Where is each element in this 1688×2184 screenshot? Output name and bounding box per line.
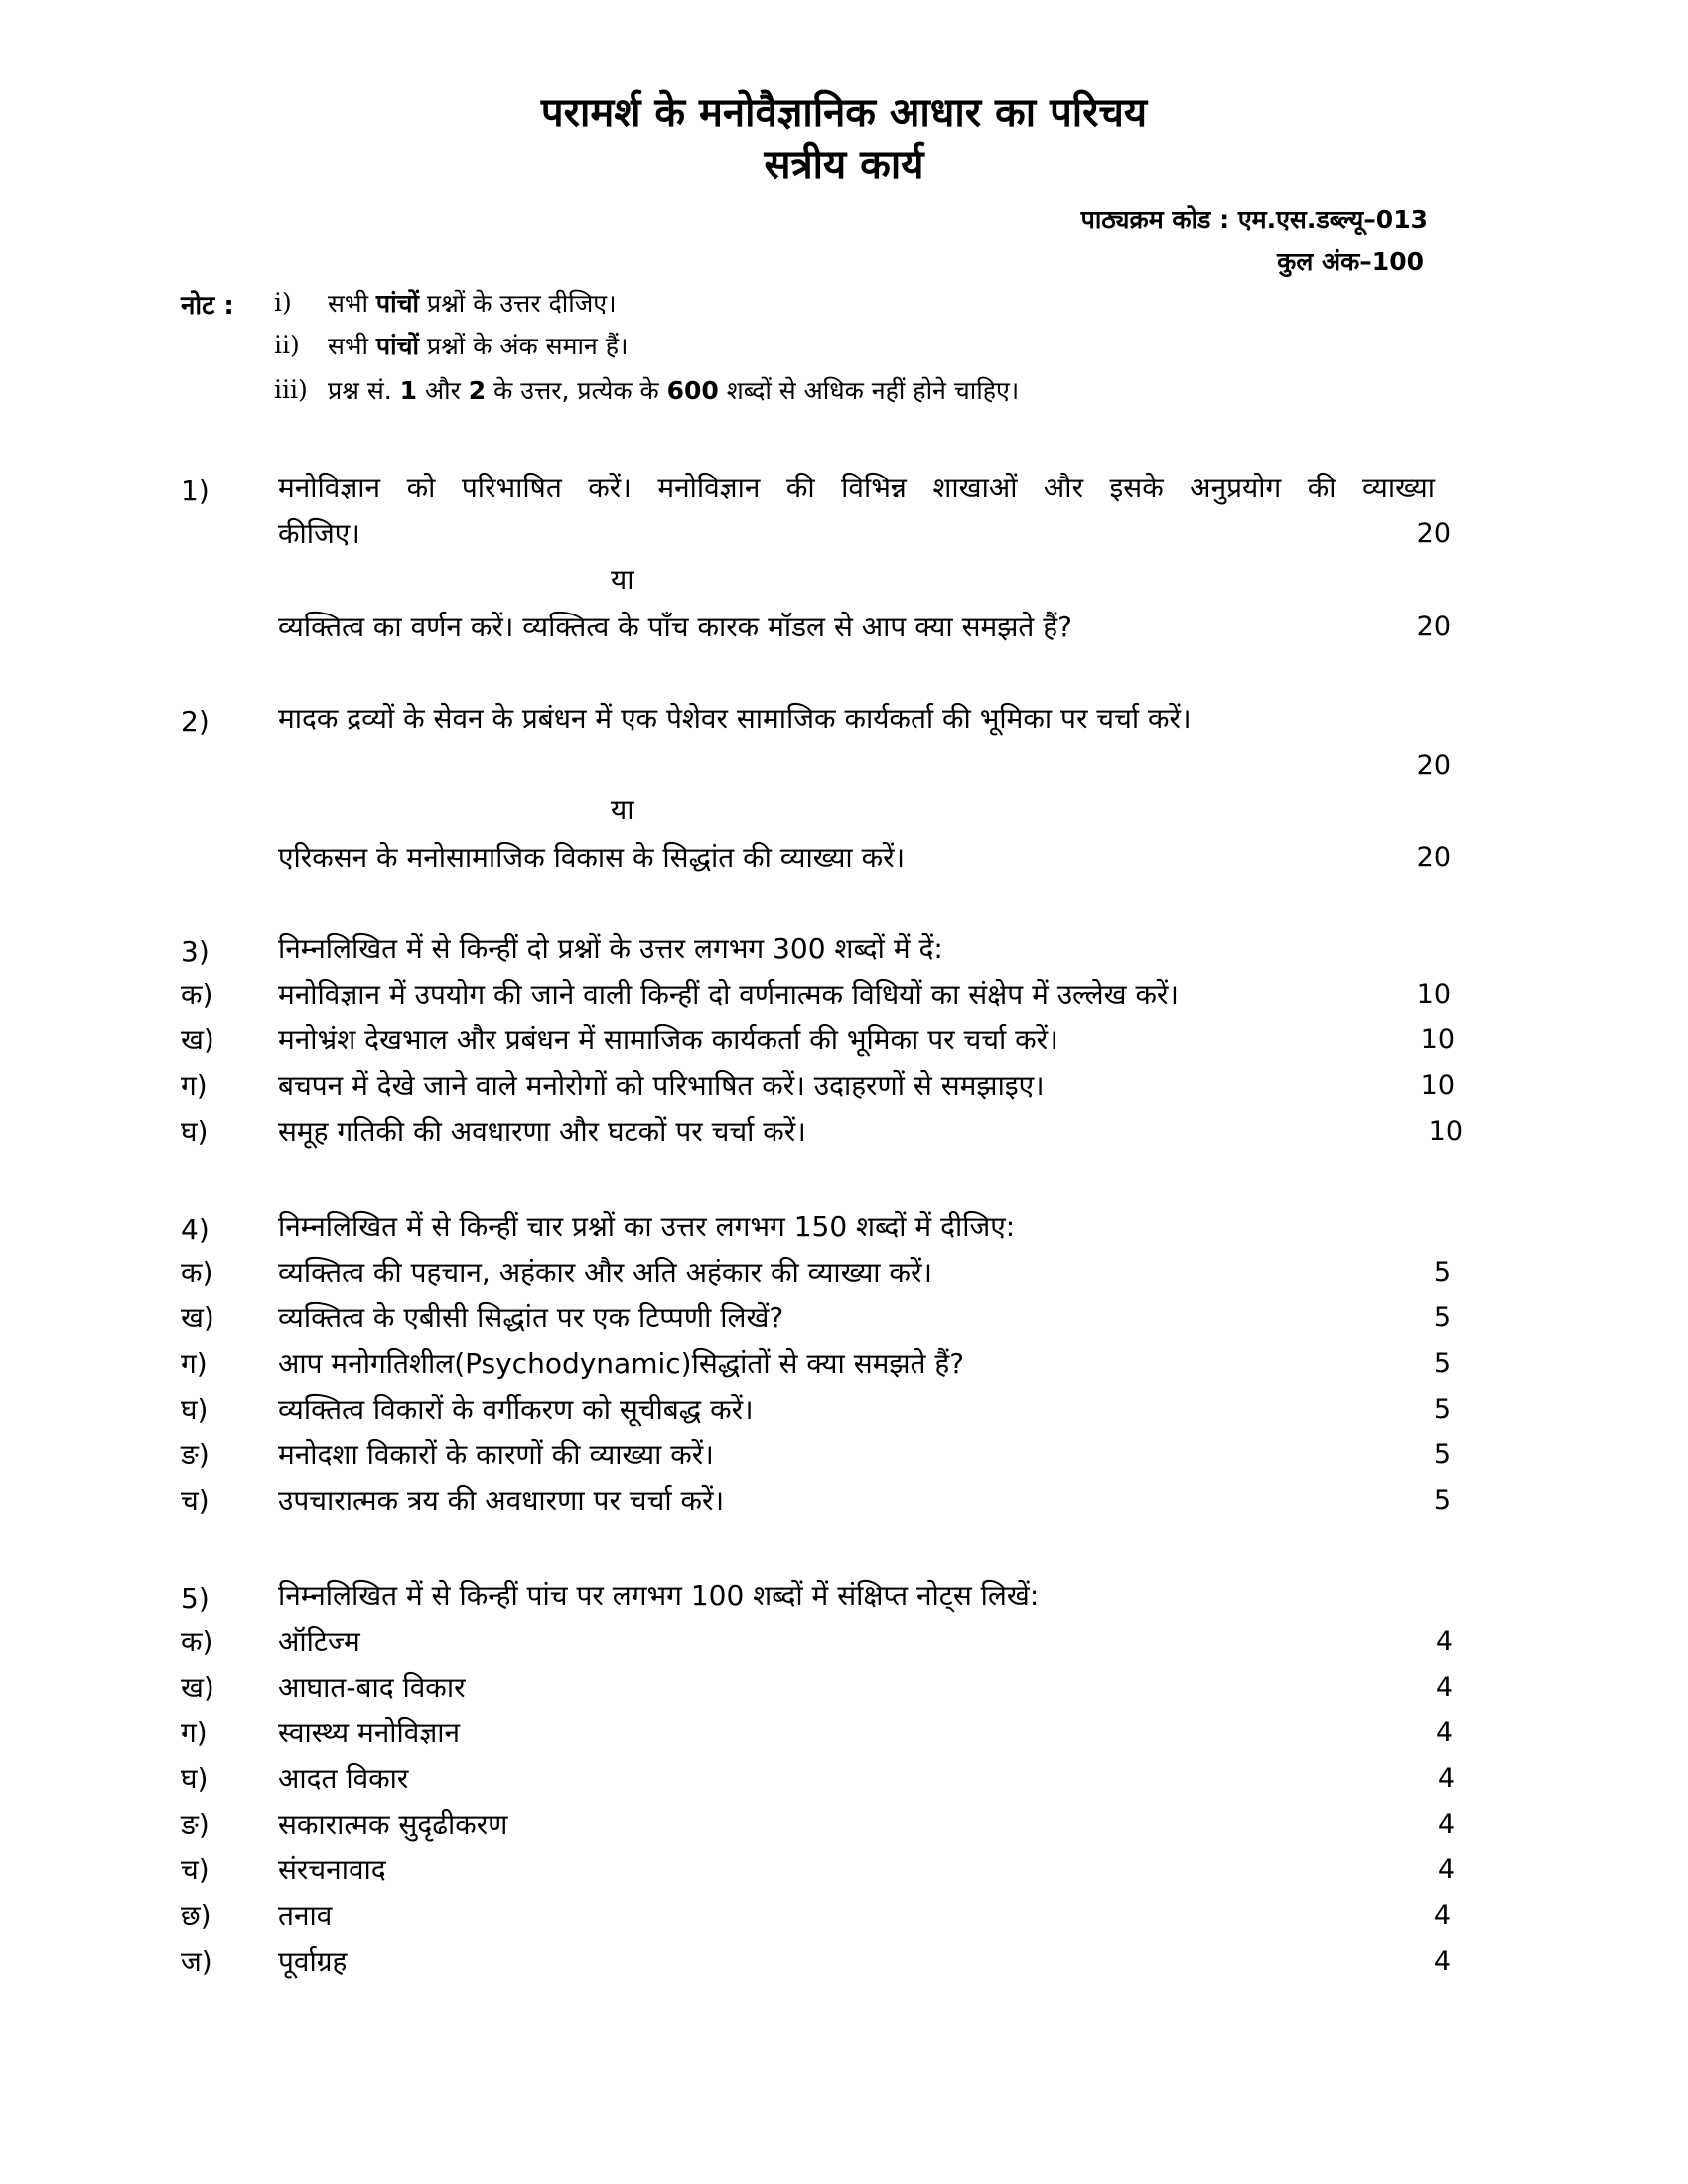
item-marks: 5 (1433, 1302, 1451, 1333)
question-number: 5) (181, 1582, 210, 1615)
list-item-label: घ) (181, 1762, 209, 1795)
item-marks: 4 (1435, 1717, 1453, 1748)
note-item-3 (328, 373, 1019, 407)
item-marks: 4 (1437, 1763, 1455, 1794)
list-item-label: च) (181, 1484, 210, 1517)
question-1-text-cont: कीजिए। (278, 517, 360, 550)
list-item-label: च) (181, 1853, 210, 1886)
list-item-label: ङ) (181, 1808, 210, 1841)
item-marks: 5 (1433, 1485, 1451, 1516)
list-item: मनोविज्ञान में उपयोग की जाने वाली किन्हीं दो वर्णनात्मक विधियों का संक्षेप में उल्लेख करें। (278, 978, 1180, 1011)
question-number: 2) (181, 705, 210, 738)
list-item: व्यक्तित्व विकारों के वर्गीकरण को सूचीबद्ध करें। (278, 1393, 754, 1426)
item-marks: 5 (1433, 1439, 1451, 1470)
page-title: परामर्श के मनोवैज्ञानिक आधार का परिचय (540, 90, 1148, 136)
list-item: तनाव (278, 1899, 333, 1932)
question-2-alt-text: एरिकसन के मनोसामाजिक विकास के सिद्धांत की व्याख्या करें। (278, 841, 906, 874)
list-item: बचपन में देखे जाने वाले मनोरोगों को परिभाषित करें। उदाहरणों से समझाइए। (278, 1069, 1045, 1102)
list-item: आप मनोगतिशील(Psychodynamic)सिद्धांतों से क्या समझते हैं? (278, 1347, 965, 1380)
note-text-part: के उत्तर, प्रत्येक के (486, 376, 667, 405)
question-5-intro: निम्नलिखित में से किन्हीं पांच पर लगभग 100 शब्दों में संक्षिप्त नोट्स लिखें: (278, 1579, 1040, 1612)
item-marks: 4 (1435, 1672, 1453, 1703)
note-item-1 (328, 286, 617, 320)
list-item: आदत विकार (278, 1762, 409, 1795)
item-marks: 4 (1435, 1626, 1453, 1657)
question-2-marks: 20 (1416, 751, 1451, 781)
list-item-label: ज) (181, 1945, 212, 1978)
list-item: सकारात्मक सुदृढीकरण (278, 1808, 508, 1841)
question-1-marks: 20 (1416, 518, 1451, 549)
list-item: स्वास्थ्य मनोविज्ञान (278, 1716, 461, 1749)
note-text-part: प्रश्नों के अंक समान हैं। (418, 332, 629, 360)
item-marks: 4 (1433, 1946, 1451, 1977)
question-3-intro: निम्नलिखित में से किन्हीं दो प्रश्नों के उत्तर लगभग 300 शब्दों में दें: (278, 932, 943, 965)
list-item: संरचनावाद (278, 1853, 386, 1886)
list-item: पूर्वाग्रह (278, 1945, 348, 1978)
question-1-text: मनोविज्ञान को परिभाषित करें। मनोविज्ञान की विभिन्न शाखाओं और इसके अनुप्रयोग की व्याख्या (278, 472, 1435, 504)
question-1-alt-text: व्यक्तित्व का वर्णन करें। व्यक्तित्व के पाँच कारक मॉडल से आप क्या समझते हैं? (278, 611, 1072, 643)
note-text-part: सभी (328, 332, 376, 360)
or-separator: या (611, 793, 634, 826)
note-emphasis: 600 (666, 376, 719, 405)
list-item: मनोभ्रंश देखभाल और प्रबंधन में सामाजिक कार्यकर्ता की भूमिका पर चर्चा करें। (278, 1024, 1058, 1056)
list-item-label: ख) (181, 1301, 214, 1334)
list-item-label: ख) (181, 1671, 214, 1704)
question-number: 3) (181, 935, 210, 968)
note-emphasis: 2 (468, 376, 487, 405)
list-item-label: घ) (181, 1393, 209, 1426)
note-emphasis: 1 (399, 376, 418, 405)
item-marks: 10 (1428, 1116, 1463, 1147)
list-item: ऑटिज्म (278, 1625, 360, 1658)
item-marks: 10 (1420, 1024, 1455, 1055)
page-subtitle: सत्रीय कार्य (764, 142, 924, 188)
list-item-label: क) (181, 1256, 213, 1289)
list-item-label: घ) (181, 1115, 209, 1148)
item-marks: 5 (1433, 1257, 1451, 1288)
total-marks: कुल अंक–100 (1277, 247, 1424, 276)
list-item-label: ख) (181, 1024, 214, 1056)
note-label: नोट : (181, 291, 234, 321)
item-marks: 4 (1437, 1809, 1455, 1840)
list-item-label: छ) (181, 1899, 211, 1932)
note-item-number: iii) (274, 375, 308, 404)
question-number: 4) (181, 1213, 210, 1246)
list-item: समूह गतिकी की अवधारणा और घटकों पर चर्चा करें। (278, 1115, 806, 1148)
course-code: पाठ्यक्रम कोड : एम.एस.डब्ल्यू–013 (1080, 205, 1428, 234)
list-item: आघात-बाद विकार (278, 1671, 466, 1704)
item-marks: 10 (1420, 1070, 1455, 1101)
note-text-part: शब्दों से अधिक नहीं होने चाहिए। (718, 376, 1020, 405)
item-marks: 5 (1433, 1394, 1451, 1425)
list-item-label: ग) (181, 1347, 208, 1380)
list-item-label: क) (181, 1625, 213, 1658)
question-4-intro: निम्नलिखित में से किन्हीं चार प्रश्नों का उत्तर लगभग 150 शब्दों में दीजिए: (278, 1210, 1016, 1243)
question-2-text: मादक द्रव्यों के सेवन के प्रबंधन में एक पेशेवर सामाजिक कार्यकर्ता की भूमिका पर चर्चा करें। (278, 702, 1192, 735)
or-separator: या (611, 563, 634, 596)
note-text-part: प्रश्नों के उत्तर दीजिए। (418, 289, 617, 318)
note-text-part: प्रश्न सं. (328, 376, 400, 405)
note-item-2 (328, 329, 629, 362)
note-item-number: i) (274, 288, 292, 317)
list-item-label: क) (181, 978, 213, 1011)
item-marks: 4 (1433, 1900, 1451, 1931)
item-marks: 5 (1433, 1348, 1451, 1379)
list-item-label: ग) (181, 1069, 208, 1102)
list-item-label: ग) (181, 1716, 208, 1749)
item-marks: 4 (1437, 1854, 1455, 1885)
list-item: मनोदशा विकारों के कारणों की व्याख्या करें। (278, 1438, 714, 1471)
list-item-label: ङ) (181, 1438, 210, 1471)
item-marks: 10 (1416, 979, 1451, 1010)
list-item: व्यक्तित्व के एबीसी सिद्धांत पर एक टिप्पणी लिखें? (278, 1301, 784, 1334)
list-item: उपचारात्मक त्रय की अवधारणा पर चर्चा करें। (278, 1484, 725, 1517)
question-1-alt-marks: 20 (1416, 612, 1451, 642)
note-text-part: सभी (328, 289, 376, 318)
note-item-number: ii) (274, 331, 300, 359)
question-number: 1) (181, 475, 210, 507)
question-2-alt-marks: 20 (1416, 842, 1451, 873)
note-text-part: और (417, 376, 469, 405)
list-item: व्यक्तित्व की पहचान, अहंकार और अति अहंकार की व्याख्या करें। (278, 1256, 933, 1289)
note-emphasis: पांचों (375, 332, 419, 360)
note-emphasis: पांचों (375, 289, 419, 318)
